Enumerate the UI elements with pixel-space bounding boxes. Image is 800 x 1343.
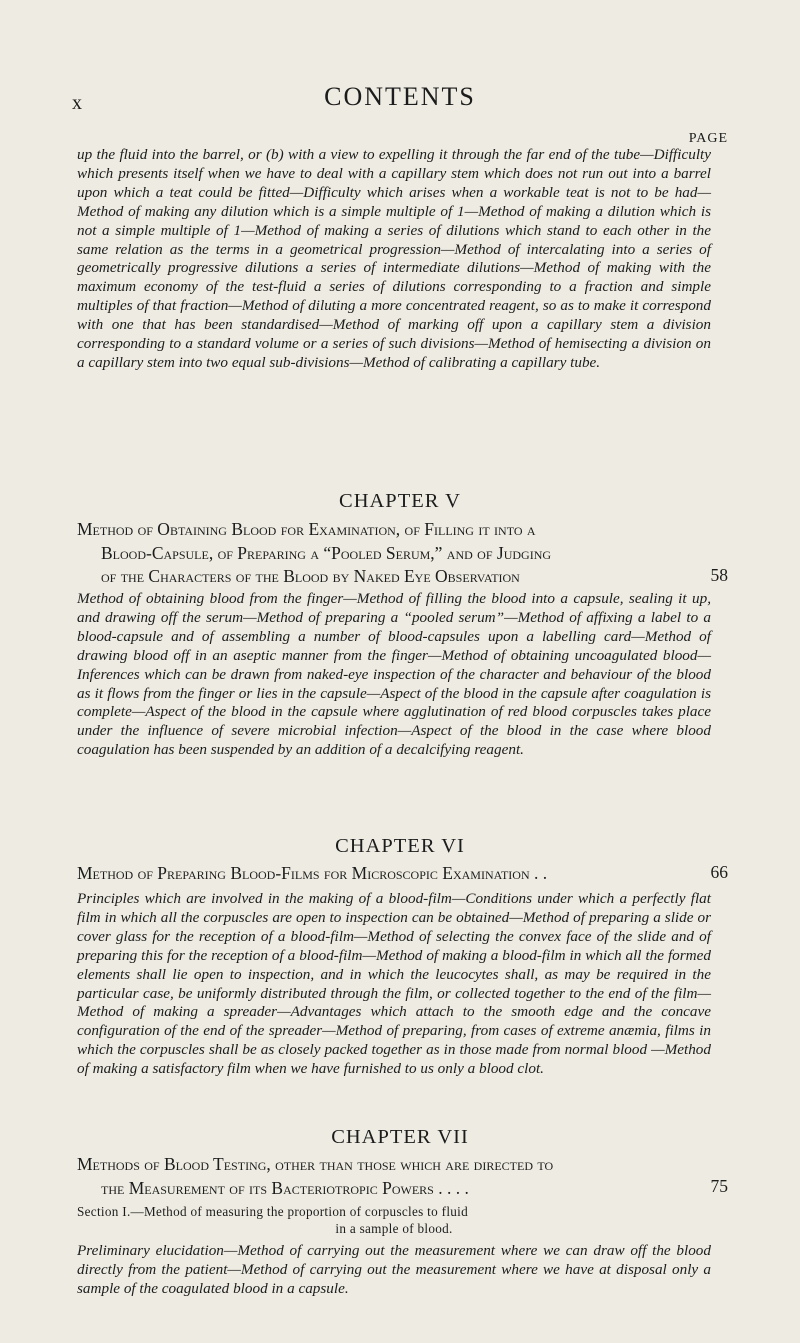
chapter-title bbox=[77, 862, 697, 886]
page-title: CONTENTS bbox=[324, 82, 476, 111]
chapter-title-line: of the Characters of the Blood by Naked Eye Observation bbox=[101, 566, 520, 586]
chapter-title-line: Blood-Capsule, of Preparing a “Pooled Serum,” and of Judging bbox=[101, 542, 552, 563]
running-head bbox=[72, 82, 728, 122]
section-heading-line: Section I.—Method of measuring the proportion of corpuscles to fluid bbox=[77, 1204, 469, 1219]
chapter-summary: Principles which are involved in the making of a blood-film—Conditions under which a perfectly flat film in which all the corpuscles are open to inspection can be obtained—Method of preparing a slide or cover glass for the reception of a blood-film—Method of selecting the convex face of the slide and of preparing this for the reception of a blood-film—Method of making a blood-film in which all the formed elements shall lie open to inspection, and in which the leucocytes shall, as may be required in the particular case, be uniformly distributed through the film, or collected together to the end of the film—Method of making a spreader—Advantages which attach to the smooth edge and the concave configuration of the end of the spreader—Method of preparing, from cases of extreme anæmia, films in which the corpuscles shall be as closely packed together as in those made from normal blood —Method of making a satisfactory film when we have furnished to us only a blood clot. bbox=[77, 890, 711, 1078]
chapter-heading: CHAPTER V bbox=[339, 490, 461, 512]
page-number: 75 bbox=[710, 1176, 728, 1196]
folio-number: x bbox=[72, 92, 83, 114]
chapter-title bbox=[77, 1153, 697, 1200]
chapter-title-line: Method of Preparing Blood-Films for Microscopic Examination . . bbox=[77, 863, 548, 883]
chapter-heading: CHAPTER VI bbox=[335, 835, 465, 857]
page-number: 66 bbox=[710, 862, 728, 882]
section-heading-line: in a sample of blood. bbox=[335, 1221, 453, 1236]
chapter-title-line: the Measurement of its Bacteriotropic Powers . . . . bbox=[101, 1177, 469, 1198]
section-heading bbox=[77, 1203, 711, 1237]
carryover-summary: up the fluid into the barrel, or (b) with a view to expelling it through the far end of the tube—Difficulty which presents itself when we have to deal with a capillary stem which does not run out into a barrel upon which a teat could be fitted—Difficulty which arises when a workable teat is not to be had—Method of making any dilution which is a simple multiple of 1—Method of making a dilution which is not a simple multiple of 1—Method of making a series of dilutions which stand to each other in the same relation as the terms in a geometrical progression—Method of intercalating into a series of geometrically progressive dilutions a series of intermediate dilutions—Method of making with the maximum economy of the test-fluid a series of dilutions corresponding to a fraction and simple multiples of that fraction—Method of diluting a more concentrated reagent, so as to make it correspond with one that has been standardised—Method of marking off upon a capillary stem a division corresponding to a standard volume or a series of such divisions—Method of hemisecting a division on a capillary stem into two equal sub-divisions—Method of calibrating a capillary tube. bbox=[77, 146, 711, 371]
chapter-title-line: Method of Obtaining Blood for Examination, of Filling it into a bbox=[77, 519, 536, 539]
chapter-summary: Method of obtaining blood from the finger—Method of filling the blood into a capsule, sealing it up, and drawing off the serum—Method of preparing a “pooled serum”—Method of affixing a label to a blood-capsule and of assembling a number of blood-capsules upon a labelling card—Method of drawing blood off in an aseptic manner from the finger—Method of obtaining uncoagulated blood—Inferences which can be drawn from naked-eye inspection of the character and behaviour of the blood as it flows from the finger or lies in the capsule—Aspect of the blood in the capsule after coagulation is complete—Aspect of the blood in the capsule where agglutination of red blood corpuscles takes place under the influence of severe microbial infection—Aspect of the blood in the case where blood coagulation has been suspended by an addition of a decalcifying reagent. bbox=[77, 590, 711, 759]
chapter-summary: Preliminary elucidation—Method of carrying out the measurement where we can draw off the blood directly from the patient—Method of carrying out the measurement where we have at disposal only a sample of the coagulated blood in a capsule. bbox=[77, 1242, 711, 1297]
chapter-title bbox=[77, 518, 697, 589]
chapter-heading: CHAPTER VII bbox=[331, 1126, 469, 1148]
chapter-title-line: Methods of Blood Testing, other than those which are directed to bbox=[77, 1154, 554, 1174]
page-number: 58 bbox=[710, 565, 728, 585]
page-column-label: PAGE bbox=[688, 131, 728, 146]
